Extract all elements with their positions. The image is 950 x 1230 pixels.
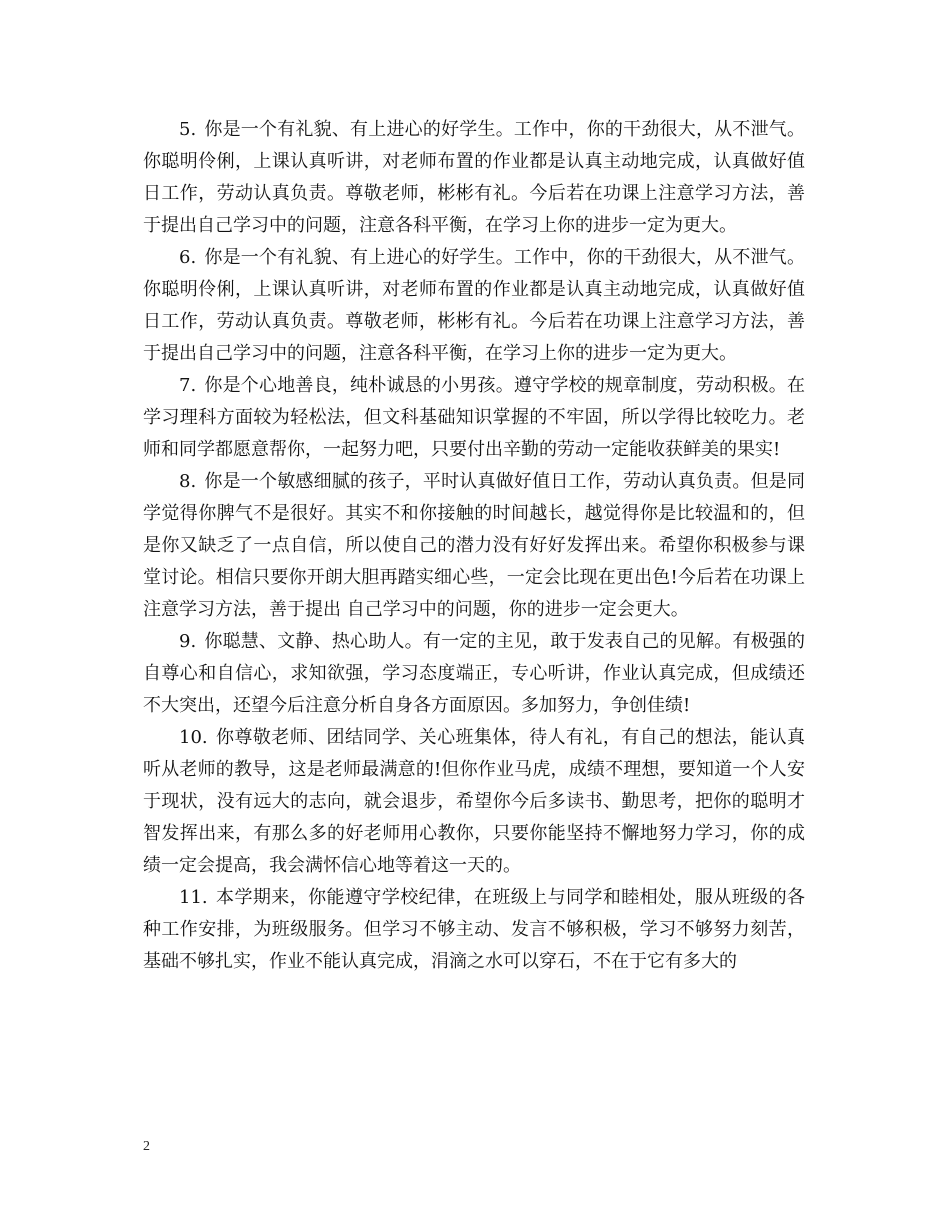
paragraph-number: 10. [179,727,208,748]
paragraph-5 [143,114,805,242]
paragraph-text: 你是个心地善良，纯朴诚恳的小男孩。遵守学校的规章制度，劳动积极。在学习理科方面较为轻松法，但文科基础知识掌握的不牢固，所以学得比较吃力。老师和同学都愿意帮你，一起努力吧，只要付出辛勤的劳动一定能收获鲜美的果实! [143,375,805,460]
paragraph-text: 你尊敬老师、团结同学、关心班集体，待人有礼，有自己的想法，能认真听从老师的教导，这是老师最满意的!但你作业马虎，成绩不理想，要知道一个人安于现状，没有远大的志向，就会退步，希望你今后多读书、勤思考，把你的聪明才智发挥出来，有那么多的好老师用心教你，只要你能坚持不懈地努力学习，你的成绩一定会提高，我会满怀信心地等着这一天的。 [143,727,805,876]
paragraph-number: 6. [179,247,197,268]
paragraph-9 [143,626,805,722]
page-number: 2 [143,1139,150,1154]
paragraph-8 [143,466,805,626]
paragraph-number: 8. [179,471,197,492]
document-body [143,114,805,978]
paragraph-7 [143,370,805,466]
paragraph-number: 9. [179,631,197,652]
paragraph-text: 你是一个敏感细腻的孩子，平时认真做好值日工作，劳动认真负责。但是同学觉得你脾气不是很好。其实不和你接触的时间越长，越觉得你是比较温和的，但是你又缺乏了一点自信，所以使自己的潜力没有好好发挥出来。希望你积极参与课堂讨论。相信只要你开朗大胆再踏实细心些，一定会比现在更出色!今后若在功课上注意学习方法，善于提出 自己学习中的问题，你的进步一定会更大。 [143,471,805,620]
paragraph-number: 5. [179,119,197,140]
paragraph-11 [143,882,805,978]
paragraph-text: 你是一个有礼貌、有上进心的好学生。工作中，你的干劲很大，从不泄气。你聪明伶俐，上课认真听讲，对老师布置的作业都是认真主动地完成，认真做好值日工作，劳动认真负责。尊敬老师，彬彬有礼。今后若在功课上注意学习方法，善于提出自己学习中的问题，注意各科平衡，在学习上你的进步一定为更大。 [143,119,805,236]
paragraph-number: 7. [179,375,197,396]
paragraph-text: 你聪慧、文静、热心助人。有一定的主见，敢于发表自己的见解。有极强的自尊心和自信心，求知欲强，学习态度端正，专心听讲，作业认真完成，但成绩还不大突出，还望今后注意分析自身各方面原因。多加努力，争创佳绩! [143,631,805,716]
paragraph-6 [143,242,805,370]
paragraph-10 [143,722,805,882]
paragraph-text: 你是一个有礼貌、有上进心的好学生。工作中，你的干劲很大，从不泄气。你聪明伶俐，上课认真听讲，对老师布置的作业都是认真主动地完成，认真做好值日工作，劳动认真负责。尊敬老师，彬彬有礼。今后若在功课上注意学习方法，善于提出自己学习中的问题，注意各科平衡，在学习上你的进步一定为更大。 [143,247,805,364]
paragraph-number: 11. [179,887,208,908]
paragraph-text: 本学期来，你能遵守学校纪律，在班级上与同学和睦相处，服从班级的各种工作安排，为班级服务。但学习不够主动、发言不够积极，学习不够努力刻苦，基础不够扎实，作业不能认真完成，涓滴之水可以穿石，不在于它有多大的 [143,887,805,972]
